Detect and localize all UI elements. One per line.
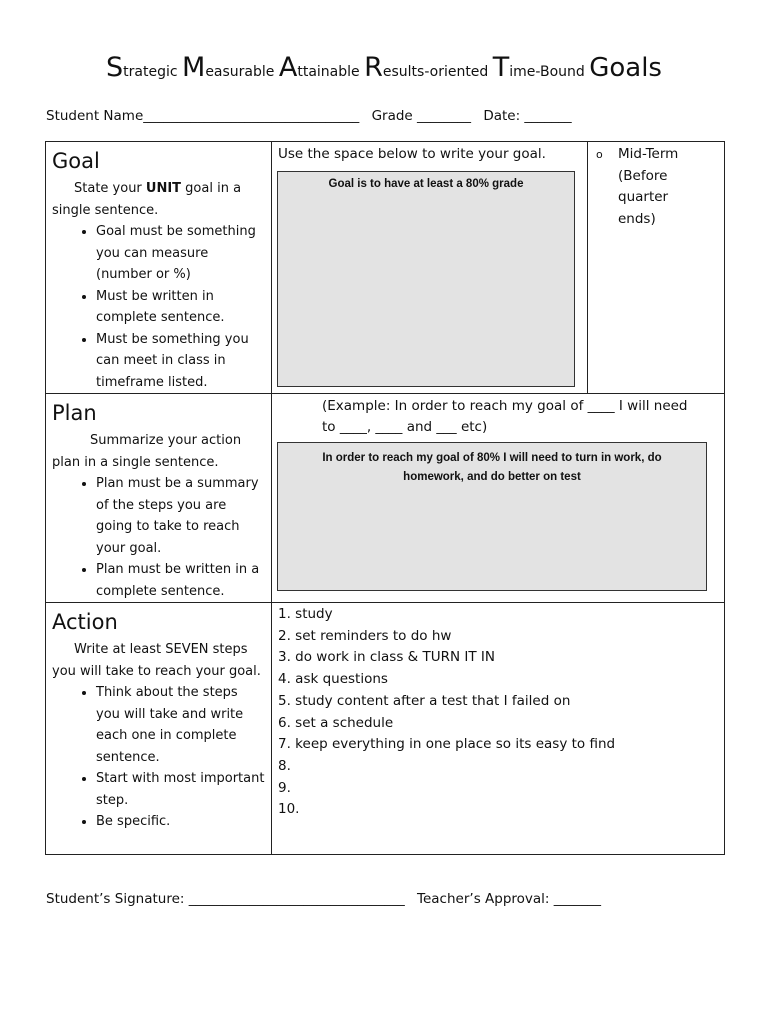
list-item[interactable]: 3. do work in class & TURN IT IN <box>278 649 495 666</box>
student-signature-field[interactable]: Student’s Signature: ________________________________ <box>46 891 405 907</box>
midterm-cell <box>588 142 725 394</box>
guideline-item: • Must be something you can meet in class in timeframe listed. <box>96 329 265 394</box>
date-field[interactable]: Date: _______ <box>483 108 572 124</box>
goal-guidelines <box>52 221 265 393</box>
plan-heading: Plan <box>52 401 97 425</box>
title-initial: A <box>278 52 298 83</box>
goal-intro: State your UNIT goal in a single sentence. <box>52 181 242 218</box>
guideline-item: • Be specific. <box>96 811 265 833</box>
plan-row <box>46 394 725 603</box>
title-word: easurable <box>205 64 275 80</box>
guideline-item: • Must be written in complete sentence. <box>96 286 265 329</box>
list-item[interactable]: 9. <box>278 779 291 796</box>
list-item[interactable]: 1. study <box>278 606 333 622</box>
title-goals: Goals <box>589 53 662 83</box>
plan-example: (Example: In order to reach my goal of ____ I will need to ____, ____ and ___ etc) <box>322 398 688 435</box>
list-item[interactable]: 5. study content after a test that I failed on <box>278 692 571 709</box>
action-description-cell <box>46 603 272 855</box>
plan-answer-cell <box>272 394 725 603</box>
action-heading: Action <box>52 610 118 634</box>
goal-heading: Goal <box>52 149 100 173</box>
goal-instruction: Use the space below to write your goal. <box>278 146 546 162</box>
student-name-field[interactable]: Student Name________________________________ <box>46 108 360 124</box>
plan-guidelines <box>52 473 265 602</box>
action-guidelines <box>52 682 265 833</box>
title-initial: T <box>492 52 510 83</box>
action-steps-list <box>272 604 724 821</box>
guideline-item: • Start with most important step. <box>96 768 265 811</box>
action-intro: Write at least SEVEN steps you will take to reach your goal. <box>52 642 261 679</box>
list-item[interactable]: 4. ask questions <box>278 671 388 688</box>
grade-field[interactable]: Grade ________ <box>371 108 472 124</box>
guideline-item: • Think about the steps you will take and write each one in complete sentence. <box>96 682 265 768</box>
title-word: ttainable <box>297 64 360 80</box>
goal-answer-cell <box>272 142 588 394</box>
midterm-label: Mid-Term (Before quarter ends) <box>618 146 679 227</box>
title-word: trategic <box>123 64 178 80</box>
guideline-item: • Plan must be written in a complete sentence. <box>96 559 265 602</box>
goal-description-cell <box>46 142 272 394</box>
title-word: ime-Bound <box>509 64 585 80</box>
signature-line <box>46 891 726 907</box>
list-item[interactable]: 2. set reminders to do hw <box>278 627 452 644</box>
title-initial: R <box>364 52 383 83</box>
plan-description-cell <box>46 394 272 603</box>
title-word: esults-oriented <box>382 64 489 80</box>
plan-intro: Summarize your action plan in a single sentence. <box>52 433 242 470</box>
plan-answer-box[interactable]: In order to reach my goal of 80% I will need to turn in work, do homework, and do better on test <box>277 442 707 591</box>
list-item[interactable]: 6. set a schedule <box>278 714 394 731</box>
guideline-item: • Plan must be a summary of the steps you are going to take to reach your goal. <box>96 473 265 559</box>
list-item[interactable]: 10. <box>278 801 300 818</box>
student-info-line <box>46 108 726 124</box>
circle-bullet-icon: o <box>596 148 603 161</box>
smart-goals-table <box>45 141 725 855</box>
page-title <box>0 52 768 83</box>
list-item[interactable]: 8. <box>278 757 291 774</box>
title-initial: M <box>182 52 206 83</box>
title-initial: S <box>106 52 124 83</box>
action-row <box>46 603 725 855</box>
action-steps-cell <box>272 603 725 855</box>
guideline-item: • Goal must be something you can measure (number or %) <box>96 221 265 286</box>
teacher-approval-field[interactable]: Teacher’s Approval: _______ <box>417 891 602 907</box>
list-item[interactable]: 7. keep everything in one place so its easy to find <box>278 736 616 753</box>
goal-row <box>46 142 725 394</box>
goal-answer-box[interactable]: Goal is to have at least a 80% grade <box>277 171 575 387</box>
